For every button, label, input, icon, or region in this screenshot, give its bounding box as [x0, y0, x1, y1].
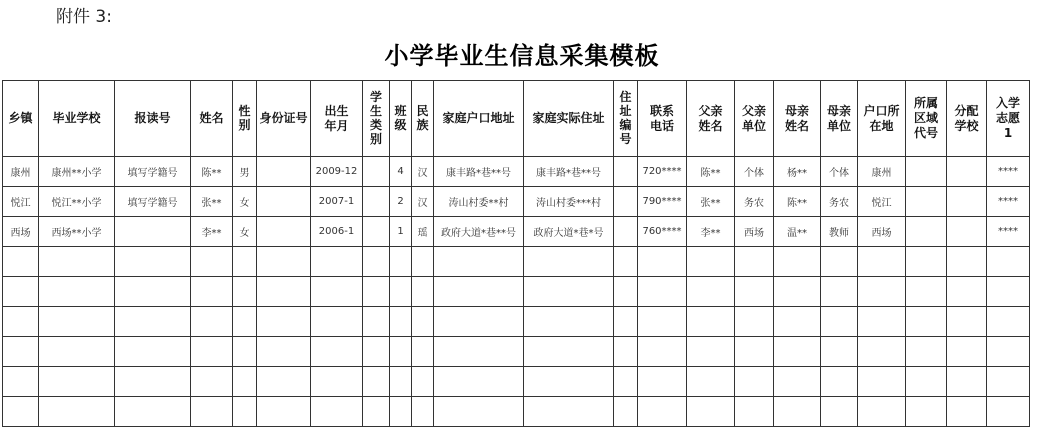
cell-father-name[interactable]: 李**: [687, 217, 735, 247]
cell-ethnicity[interactable]: 瑶: [412, 217, 434, 247]
cell-wish[interactable]: ****: [987, 187, 1030, 217]
empty-cell[interactable]: [363, 367, 390, 397]
empty-cell[interactable]: [524, 337, 614, 367]
empty-cell[interactable]: [311, 247, 363, 277]
table-row: [3, 217, 1030, 247]
empty-cell[interactable]: [947, 277, 987, 307]
cell-birth[interactable]: 2006-1: [311, 217, 363, 247]
empty-cell[interactable]: [614, 337, 638, 367]
cell-reg-no[interactable]: [115, 217, 191, 247]
empty-cell[interactable]: [257, 307, 311, 337]
empty-cell[interactable]: [115, 367, 191, 397]
empty-cell[interactable]: [257, 337, 311, 367]
empty-cell[interactable]: [311, 337, 363, 367]
empty-cell[interactable]: [233, 397, 257, 427]
empty-cell[interactable]: [191, 307, 233, 337]
header-assigned-school-text: 分配学校: [954, 103, 979, 133]
cell-name[interactable]: 张**: [191, 187, 233, 217]
empty-cell[interactable]: [39, 397, 115, 427]
empty-cell[interactable]: [687, 277, 735, 307]
cell-addr-code[interactable]: [614, 157, 638, 187]
empty-cell[interactable]: [311, 277, 363, 307]
cell-id-no[interactable]: [257, 187, 311, 217]
empty-cell[interactable]: [115, 337, 191, 367]
empty-cell[interactable]: [947, 337, 987, 367]
empty-cell[interactable]: [906, 367, 947, 397]
table-row: [3, 187, 1030, 217]
header-father-unit: [735, 81, 774, 157]
cell-reg-no[interactable]: 填写学籍号: [115, 187, 191, 217]
empty-cell[interactable]: [614, 307, 638, 337]
empty-cell[interactable]: [311, 307, 363, 337]
cell-hukou-place[interactable]: 康州: [858, 157, 906, 187]
empty-cell[interactable]: [363, 277, 390, 307]
cell-birth[interactable]: 2007-1: [311, 187, 363, 217]
empty-cell[interactable]: [39, 277, 115, 307]
empty-cell[interactable]: [191, 337, 233, 367]
header-phone: [638, 81, 687, 157]
empty-cell[interactable]: [3, 307, 39, 337]
empty-cell[interactable]: [390, 247, 412, 277]
cell-district-code[interactable]: [906, 157, 947, 187]
cell-hukou-place[interactable]: 西场: [858, 217, 906, 247]
header-name: 姓名: [191, 81, 233, 157]
header-wish: [987, 81, 1030, 157]
empty-cell[interactable]: [524, 277, 614, 307]
empty-cell[interactable]: [858, 337, 906, 367]
header-class: [390, 81, 412, 157]
cell-name[interactable]: 陈**: [191, 157, 233, 187]
empty-cell[interactable]: [774, 277, 821, 307]
empty-cell[interactable]: [687, 247, 735, 277]
cell-school[interactable]: 悦江**小学: [39, 187, 115, 217]
empty-cell[interactable]: [412, 367, 434, 397]
empty-cell[interactable]: [191, 277, 233, 307]
empty-cell[interactable]: [906, 397, 947, 427]
header-student-type-text: 学生类别: [369, 90, 382, 146]
empty-cell[interactable]: [906, 307, 947, 337]
cell-id-no[interactable]: [257, 217, 311, 247]
empty-cell[interactable]: [311, 367, 363, 397]
cell-phone[interactable]: 760****: [638, 217, 687, 247]
empty-cell[interactable]: [774, 337, 821, 367]
empty-cell[interactable]: [390, 337, 412, 367]
page-title: 小学毕业生信息采集模板: [384, 41, 660, 70]
cell-mother-name[interactable]: 陈**: [774, 187, 821, 217]
student-info-table: [2, 80, 1030, 427]
header-row: [3, 81, 1030, 157]
empty-cell[interactable]: [987, 277, 1030, 307]
empty-cell[interactable]: [191, 247, 233, 277]
cell-school[interactable]: 西场**小学: [39, 217, 115, 247]
header-district-code: [906, 81, 947, 157]
header-mother-name: [774, 81, 821, 157]
cell-phone[interactable]: 720****: [638, 157, 687, 187]
empty-table-row: [3, 397, 1030, 427]
header-district-code-text: 所属区域代号: [913, 96, 938, 140]
empty-cell[interactable]: [115, 307, 191, 337]
empty-cell[interactable]: [821, 307, 858, 337]
header-gender-text: 性别: [238, 104, 251, 132]
empty-cell[interactable]: [821, 367, 858, 397]
empty-cell[interactable]: [821, 337, 858, 367]
empty-cell[interactable]: [858, 307, 906, 337]
empty-cell[interactable]: [257, 367, 311, 397]
cell-father-unit[interactable]: 西场: [735, 217, 774, 247]
empty-cell[interactable]: [735, 367, 774, 397]
header-father-unit-text: 父亲单位: [741, 103, 766, 133]
empty-table-row: [3, 307, 1030, 337]
header-phone-text: 联系电话: [649, 103, 674, 133]
empty-cell[interactable]: [524, 307, 614, 337]
empty-cell[interactable]: [987, 367, 1030, 397]
empty-cell[interactable]: [987, 337, 1030, 367]
empty-table-row: [3, 277, 1030, 307]
empty-cell[interactable]: [434, 337, 524, 367]
empty-cell[interactable]: [821, 397, 858, 427]
empty-cell[interactable]: [191, 367, 233, 397]
cell-household-addr[interactable]: 涛山村委**村: [434, 187, 524, 217]
empty-cell[interactable]: [412, 397, 434, 427]
empty-cell[interactable]: [638, 277, 687, 307]
cell-father-unit[interactable]: 务农: [735, 187, 774, 217]
empty-cell[interactable]: [774, 247, 821, 277]
cell-assigned-school[interactable]: [947, 157, 987, 187]
empty-cell[interactable]: [735, 247, 774, 277]
empty-cell[interactable]: [363, 337, 390, 367]
empty-cell[interactable]: [614, 277, 638, 307]
cell-mother-unit[interactable]: 务农: [821, 187, 858, 217]
empty-cell[interactable]: [858, 367, 906, 397]
empty-cell[interactable]: [687, 307, 735, 337]
empty-cell[interactable]: [363, 247, 390, 277]
cell-birth[interactable]: 2009-12: [311, 157, 363, 187]
cell-ethnicity[interactable]: 汉: [412, 157, 434, 187]
cell-mother-unit[interactable]: 教师: [821, 217, 858, 247]
cell-gender[interactable]: 女: [233, 187, 257, 217]
header-household-addr: 家庭户口地址: [434, 81, 524, 157]
cell-town[interactable]: 西场: [3, 217, 39, 247]
cell-district-code[interactable]: [906, 187, 947, 217]
empty-cell[interactable]: [524, 367, 614, 397]
empty-cell[interactable]: [390, 397, 412, 427]
cell-mother-unit[interactable]: 个体: [821, 157, 858, 187]
empty-cell[interactable]: [774, 367, 821, 397]
empty-cell[interactable]: [257, 247, 311, 277]
header-ethnicity-text: 民族: [416, 104, 429, 132]
empty-cell[interactable]: [638, 307, 687, 337]
cell-gender[interactable]: 女: [233, 217, 257, 247]
empty-cell[interactable]: [987, 307, 1030, 337]
header-gender: [233, 81, 257, 157]
empty-cell[interactable]: [858, 247, 906, 277]
empty-cell[interactable]: [906, 277, 947, 307]
empty-cell[interactable]: [3, 337, 39, 367]
empty-cell[interactable]: [906, 247, 947, 277]
empty-cell[interactable]: [311, 397, 363, 427]
header-school: 毕业学校: [39, 81, 115, 157]
cell-name[interactable]: 李**: [191, 217, 233, 247]
cell-school[interactable]: 康州**小学: [39, 157, 115, 187]
cell-town[interactable]: 悦江: [3, 187, 39, 217]
header-ethnicity: [412, 81, 434, 157]
cell-district-code[interactable]: [906, 217, 947, 247]
empty-cell[interactable]: [412, 307, 434, 337]
header-father-name-text: 父亲姓名: [698, 103, 723, 133]
empty-table-row: [3, 247, 1030, 277]
cell-gender[interactable]: 男: [233, 157, 257, 187]
header-id-no: 身份证号: [257, 81, 311, 157]
empty-cell[interactable]: [412, 277, 434, 307]
empty-cell[interactable]: [735, 277, 774, 307]
empty-cell[interactable]: [390, 307, 412, 337]
header-birth: [311, 81, 363, 157]
empty-cell[interactable]: [614, 397, 638, 427]
empty-cell[interactable]: [3, 247, 39, 277]
empty-table-row: [3, 337, 1030, 367]
empty-cell[interactable]: [233, 307, 257, 337]
header-reg-no: 报读号: [115, 81, 191, 157]
empty-cell[interactable]: [257, 397, 311, 427]
empty-cell[interactable]: [39, 247, 115, 277]
empty-cell[interactable]: [687, 337, 735, 367]
header-class-text: 班级: [394, 104, 407, 132]
empty-cell[interactable]: [115, 277, 191, 307]
header-actual-addr: 家庭实际住址: [524, 81, 614, 157]
empty-cell[interactable]: [821, 277, 858, 307]
cell-student-type[interactable]: [363, 217, 390, 247]
header-addr-code: [614, 81, 638, 157]
empty-cell[interactable]: [687, 397, 735, 427]
cell-father-name[interactable]: 陈**: [687, 157, 735, 187]
empty-cell[interactable]: [434, 277, 524, 307]
empty-cell[interactable]: [39, 307, 115, 337]
empty-cell[interactable]: [524, 397, 614, 427]
cell-assigned-school[interactable]: [947, 187, 987, 217]
empty-cell[interactable]: [115, 397, 191, 427]
cell-assigned-school[interactable]: [947, 217, 987, 247]
empty-cell[interactable]: [735, 337, 774, 367]
empty-cell[interactable]: [434, 397, 524, 427]
header-mother-unit: [821, 81, 858, 157]
empty-cell[interactable]: [774, 397, 821, 427]
header-mother-name-text: 母亲姓名: [784, 103, 809, 133]
table-row: [3, 157, 1030, 187]
cell-wish[interactable]: ****: [987, 157, 1030, 187]
cell-actual-addr[interactable]: 康丰路*巷**号: [524, 157, 614, 187]
empty-cell[interactable]: [774, 307, 821, 337]
empty-cell[interactable]: [638, 247, 687, 277]
empty-cell[interactable]: [987, 397, 1030, 427]
cell-phone[interactable]: 790****: [638, 187, 687, 217]
empty-cell[interactable]: [39, 337, 115, 367]
empty-cell[interactable]: [687, 367, 735, 397]
empty-cell[interactable]: [614, 247, 638, 277]
cell-reg-no[interactable]: 填写学籍号: [115, 157, 191, 187]
empty-cell[interactable]: [821, 247, 858, 277]
empty-cell[interactable]: [363, 307, 390, 337]
header-mother-unit-text: 母亲单位: [826, 103, 851, 133]
cell-hukou-place[interactable]: 悦江: [858, 187, 906, 217]
empty-cell[interactable]: [115, 247, 191, 277]
cell-class[interactable]: 1: [390, 217, 412, 247]
empty-cell[interactable]: [638, 337, 687, 367]
empty-cell[interactable]: [947, 397, 987, 427]
cell-actual-addr[interactable]: 政府大道*巷*号: [524, 217, 614, 247]
empty-cell[interactable]: [434, 307, 524, 337]
cell-father-name[interactable]: 张**: [687, 187, 735, 217]
cell-addr-code[interactable]: [614, 187, 638, 217]
empty-cell[interactable]: [390, 367, 412, 397]
empty-cell[interactable]: [191, 397, 233, 427]
empty-cell[interactable]: [363, 397, 390, 427]
cell-household-addr[interactable]: 政府大道*巷**号: [434, 217, 524, 247]
empty-cell[interactable]: [947, 247, 987, 277]
empty-cell[interactable]: [947, 307, 987, 337]
empty-cell[interactable]: [947, 367, 987, 397]
cell-student-type[interactable]: [363, 157, 390, 187]
cell-mother-name[interactable]: 温**: [774, 217, 821, 247]
empty-cell[interactable]: [906, 337, 947, 367]
header-assigned-school: [947, 81, 987, 157]
cell-household-addr[interactable]: 康丰路*巷**号: [434, 157, 524, 187]
empty-cell[interactable]: [233, 337, 257, 367]
header-wish-text: 入学志愿1: [995, 96, 1020, 140]
empty-cell[interactable]: [390, 277, 412, 307]
cell-addr-code[interactable]: [614, 217, 638, 247]
empty-table-row: [3, 367, 1030, 397]
empty-cell[interactable]: [39, 367, 115, 397]
empty-cell[interactable]: [233, 247, 257, 277]
empty-cell[interactable]: [638, 367, 687, 397]
empty-cell[interactable]: [858, 397, 906, 427]
header-student-type: [363, 81, 390, 157]
header-birth-text: 出生年月: [324, 103, 349, 133]
header-hukou-place-text: 户口所在地: [863, 103, 900, 133]
empty-cell[interactable]: [987, 247, 1030, 277]
cell-student-type[interactable]: [363, 187, 390, 217]
empty-cell[interactable]: [638, 397, 687, 427]
empty-cell[interactable]: [3, 277, 39, 307]
empty-cell[interactable]: [412, 247, 434, 277]
empty-cell[interactable]: [434, 247, 524, 277]
empty-cell[interactable]: [233, 277, 257, 307]
cell-town[interactable]: 康州: [3, 157, 39, 187]
empty-cell[interactable]: [3, 397, 39, 427]
header-addr-code-text: 住址编号: [619, 90, 632, 146]
header-hukou-place: [858, 81, 906, 157]
empty-cell[interactable]: [735, 397, 774, 427]
empty-cell[interactable]: [858, 277, 906, 307]
empty-cell[interactable]: [434, 367, 524, 397]
cell-father-unit[interactable]: 个体: [735, 157, 774, 187]
cell-actual-addr[interactable]: 涛山村委***村: [524, 187, 614, 217]
empty-cell[interactable]: [735, 307, 774, 337]
empty-cell[interactable]: [524, 247, 614, 277]
cell-id-no[interactable]: [257, 157, 311, 187]
cell-wish[interactable]: ****: [987, 217, 1030, 247]
empty-cell[interactable]: [614, 367, 638, 397]
attachment-label: 附件 3:: [56, 7, 112, 27]
cell-class[interactable]: 4: [390, 157, 412, 187]
cell-class[interactable]: 2: [390, 187, 412, 217]
empty-cell[interactable]: [412, 337, 434, 367]
cell-mother-name[interactable]: 杨**: [774, 157, 821, 187]
header-father-name: [687, 81, 735, 157]
empty-cell[interactable]: [233, 367, 257, 397]
empty-cell[interactable]: [3, 367, 39, 397]
header-town: 乡镇: [3, 81, 39, 157]
cell-ethnicity[interactable]: 汉: [412, 187, 434, 217]
empty-cell[interactable]: [257, 277, 311, 307]
